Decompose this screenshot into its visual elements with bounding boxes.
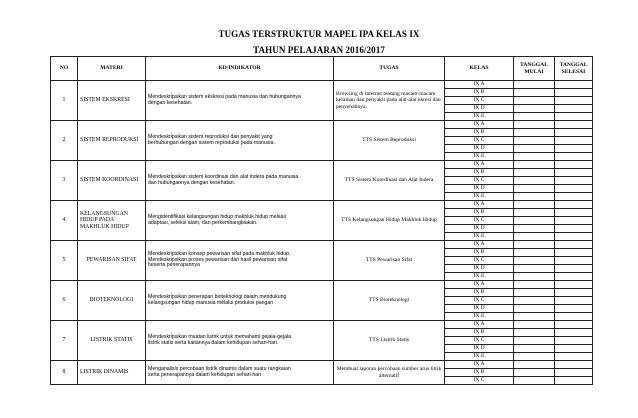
- cell-tanggal-selesai[interactable]: [555, 297, 593, 305]
- cell-tanggal-mulai[interactable]: [514, 153, 555, 161]
- cell-tanggal-mulai[interactable]: [514, 273, 555, 281]
- cell-tanggal-selesai[interactable]: [555, 241, 593, 249]
- cell-tanggal-mulai[interactable]: [514, 217, 555, 225]
- cell-materi: SISTEM KOORDINASI: [78, 161, 146, 201]
- cell-kelas: IX D: [445, 345, 514, 353]
- cell-kelas: IX C: [445, 177, 514, 185]
- cell-kelas: IX B: [445, 329, 514, 337]
- cell-tanggal-mulai[interactable]: [514, 113, 555, 121]
- cell-materi: BIOTEKNOLOGI: [78, 281, 146, 321]
- cell-tanggal-selesai[interactable]: [555, 249, 593, 257]
- cell-tanggal-selesai[interactable]: [555, 177, 593, 185]
- cell-kelas: IX B: [445, 89, 514, 97]
- cell-tugas: Browsing di internet tentang macam-macam kelainan dan penyakit pada alat-alat ekresi dan penyebabnya.: [334, 81, 445, 121]
- indikator-line: Mendeskripsikan muatan listrik untuk memahami gejala-gejala: [148, 333, 292, 340]
- cell-tanggal-selesai[interactable]: [555, 129, 593, 137]
- cell-no: 5: [51, 241, 78, 281]
- cell-tugas: Membuat laporan percobaan sumber arus litrik alternatif: [334, 361, 445, 385]
- cell-tanggal-mulai[interactable]: [514, 313, 555, 321]
- cell-tanggal-selesai[interactable]: [555, 305, 593, 313]
- cell-kelas: IX C: [445, 97, 514, 105]
- cell-tanggal-mulai[interactable]: [514, 233, 555, 241]
- cell-tanggal-selesai[interactable]: [555, 81, 593, 89]
- header-tanggal-mulai: TANGGAL MULAI: [514, 57, 555, 81]
- cell-tanggal-selesai[interactable]: [555, 161, 593, 169]
- cell-indikator: [146, 201, 334, 241]
- cell-kelas: IX D: [445, 305, 514, 313]
- cell-tanggal-mulai[interactable]: [514, 241, 555, 249]
- cell-kelas: IX A: [445, 361, 514, 369]
- cell-tanggal-selesai[interactable]: [555, 145, 593, 153]
- cell-kelas: IX D: [445, 145, 514, 153]
- cell-tugas: TTS Sistem Koordinasi dan Alat Indera: [334, 161, 445, 201]
- cell-tanggal-mulai[interactable]: [514, 297, 555, 305]
- indikator-line: Mendeskripsikan sistem ekskresi pada manusia dan hubungannya: [148, 93, 301, 100]
- cell-kelas: IX B: [445, 289, 514, 297]
- cell-tanggal-mulai[interactable]: [514, 81, 555, 89]
- cell-tanggal-selesai[interactable]: [555, 105, 593, 113]
- cell-kelas: IX D: [445, 185, 514, 193]
- cell-tanggal-selesai[interactable]: [555, 233, 593, 241]
- cell-kelas: IX E: [445, 313, 514, 321]
- cell-kelas: IX D: [445, 265, 514, 273]
- table-row: [51, 281, 593, 289]
- cell-tanggal-selesai[interactable]: [555, 313, 593, 321]
- header-kelas: KELAS: [445, 57, 514, 81]
- cell-no: 3: [51, 161, 78, 201]
- cell-kelas: IX E: [445, 233, 514, 241]
- cell-tanggal-mulai[interactable]: [514, 249, 555, 257]
- cell-kelas: IX E: [445, 273, 514, 281]
- cell-tanggal-selesai[interactable]: [555, 265, 593, 273]
- cell-tanggal-mulai[interactable]: [514, 225, 555, 233]
- cell-tanggal-mulai[interactable]: [514, 289, 555, 297]
- cell-tanggal-selesai[interactable]: [555, 137, 593, 145]
- cell-tanggal-mulai[interactable]: [514, 201, 555, 209]
- cell-tanggal-mulai[interactable]: [514, 281, 555, 289]
- indikator-line: beserta penerapannya: [148, 262, 200, 269]
- cell-tanggal-mulai[interactable]: [514, 97, 555, 105]
- cell-tanggal-mulai[interactable]: [514, 193, 555, 201]
- table-row: [51, 321, 593, 329]
- cell-indikator: [146, 81, 334, 121]
- cell-kelas: IX C: [445, 337, 514, 345]
- cell-tanggal-selesai[interactable]: [555, 361, 593, 369]
- cell-materi: KELANGSUNGAN HIDUP PADA MAKHLUK HIDUP: [78, 201, 146, 241]
- document-title: TUGAS TERSTRUKTUR MAPEL IPA KELAS IX: [218, 29, 420, 39]
- cell-no: 7: [51, 321, 78, 361]
- cell-tanggal-selesai[interactable]: [555, 377, 593, 385]
- cell-kelas: IX A: [445, 161, 514, 169]
- cell-tanggal-selesai[interactable]: [555, 185, 593, 193]
- indikator-line: dan hubungannya dengan kesehatan.: [148, 179, 236, 186]
- cell-tanggal-mulai[interactable]: [514, 169, 555, 177]
- header-no: NO: [51, 57, 78, 81]
- header-materi: MATERI: [78, 57, 146, 81]
- cell-tugas: TTS Bioteknologi: [334, 281, 445, 321]
- cell-tanggal-mulai[interactable]: [514, 137, 555, 145]
- cell-kelas: IX A: [445, 321, 514, 329]
- cell-tanggal-mulai[interactable]: [514, 121, 555, 129]
- cell-kelas: IX D: [445, 105, 514, 113]
- cell-tanggal-mulai[interactable]: [514, 257, 555, 265]
- cell-kelas: IX C: [445, 137, 514, 145]
- cell-tanggal-mulai[interactable]: [514, 369, 555, 377]
- cell-tugas: TTS Pewarisan Sifat: [334, 241, 445, 281]
- cell-tanggal-selesai[interactable]: [555, 329, 593, 337]
- cell-tanggal-selesai[interactable]: [555, 257, 593, 265]
- task-table: [50, 56, 593, 385]
- cell-no: 2: [51, 121, 78, 161]
- cell-kelas: IX E: [445, 113, 514, 121]
- cell-tanggal-mulai[interactable]: [514, 129, 555, 137]
- cell-tanggal-selesai[interactable]: [555, 345, 593, 353]
- indikator-line: Mendeskripsikan konsep pewarisan sifat pada makhluk hidup.: [148, 250, 291, 257]
- cell-kelas: IX A: [445, 241, 514, 249]
- cell-materi: LISTRIK DINAMIS: [78, 361, 146, 385]
- cell-kelas: IX B: [445, 369, 514, 377]
- indikator-line: Menganalisis percobaan listrik dinamis dalam suatu rangkaian: [148, 365, 291, 372]
- cell-tanggal-selesai[interactable]: [555, 169, 593, 177]
- cell-tanggal-selesai[interactable]: [555, 193, 593, 201]
- indikator-line: Mendeskripsikan penerapan bioteknologi dalam mendukung: [148, 293, 287, 300]
- cell-tanggal-mulai[interactable]: [514, 105, 555, 113]
- cell-no: 1: [51, 81, 78, 121]
- cell-tanggal-mulai[interactable]: [514, 161, 555, 169]
- cell-indikator: [146, 161, 334, 201]
- document-subtitle: TAHUN PELAJARAN 2016/2017: [253, 45, 385, 55]
- indikator-line: serta penerapannya dalam kehidupan sehari-hari: [148, 371, 262, 378]
- cell-kelas: IX A: [445, 81, 514, 89]
- cell-indikator: [146, 241, 334, 281]
- cell-indikator: [146, 361, 334, 385]
- indikator-line: Mendeskripsikan proses pewarisan dan hasil pewarisan sifat: [148, 256, 288, 263]
- table-row: [51, 81, 593, 89]
- cell-kelas: IX D: [445, 225, 514, 233]
- cell-tanggal-mulai[interactable]: [514, 305, 555, 313]
- cell-kelas: IX C: [445, 377, 514, 385]
- table-row: [51, 121, 593, 129]
- cell-kelas: IX C: [445, 297, 514, 305]
- cell-tanggal-mulai[interactable]: [514, 377, 555, 385]
- cell-no: 6: [51, 281, 78, 321]
- table-row: [51, 241, 593, 249]
- cell-tanggal-selesai[interactable]: [555, 89, 593, 97]
- cell-tugas: TTS Kelangsungan Hidup Makhluk Hidup: [334, 201, 445, 241]
- cell-kelas: IX A: [445, 281, 514, 289]
- indikator-line: adaptasi, seleksi alam, dan perkembangbiakan.: [148, 219, 258, 226]
- cell-kelas: IX C: [445, 257, 514, 265]
- cell-tanggal-mulai[interactable]: [514, 89, 555, 97]
- cell-tanggal-mulai[interactable]: [514, 337, 555, 345]
- cell-kelas: IX E: [445, 353, 514, 361]
- cell-tanggal-selesai[interactable]: [555, 281, 593, 289]
- cell-tanggal-selesai[interactable]: [555, 353, 593, 361]
- cell-kelas: IX A: [445, 201, 514, 209]
- cell-tanggal-selesai[interactable]: [555, 289, 593, 297]
- cell-tanggal-selesai[interactable]: [555, 153, 593, 161]
- cell-tanggal-mulai[interactable]: [514, 361, 555, 369]
- cell-tanggal-selesai[interactable]: [555, 369, 593, 377]
- cell-tanggal-mulai[interactable]: [514, 185, 555, 193]
- header-tanggal-selesai: TANGGAL SELESAI: [555, 57, 593, 81]
- cell-tanggal-mulai[interactable]: [514, 177, 555, 185]
- cell-tanggal-selesai[interactable]: [555, 201, 593, 209]
- cell-tanggal-mulai[interactable]: [514, 321, 555, 329]
- cell-tanggal-selesai[interactable]: [555, 321, 593, 329]
- cell-no: 8: [51, 361, 78, 385]
- cell-tanggal-selesai[interactable]: [555, 337, 593, 345]
- cell-tanggal-selesai[interactable]: [555, 97, 593, 105]
- cell-tanggal-selesai[interactable]: [555, 121, 593, 129]
- cell-tugas: TTS Sistem Reproduksi: [334, 121, 445, 161]
- cell-indikator: [146, 321, 334, 361]
- cell-tanggal-selesai[interactable]: [555, 113, 593, 121]
- indikator-line: listrik statis serta kaitannya dalam kehidupan sehari-hari.: [148, 339, 279, 346]
- cell-tanggal-selesai[interactable]: [555, 209, 593, 217]
- table-row: [51, 201, 593, 209]
- indikator-line: Mendeskripsikan sistem koordinasi dan alat indera pada manusia: [148, 173, 299, 180]
- cell-materi: SISTEM EKSKRESI: [78, 81, 146, 121]
- table-row: [51, 161, 593, 169]
- cell-indikator: [146, 281, 334, 321]
- cell-materi: LISTRIK STATIS: [78, 321, 146, 361]
- indikator-line: berhubungan dengan sistem reproduksi pada manusia.: [148, 139, 275, 146]
- cell-tanggal-mulai[interactable]: [514, 353, 555, 361]
- cell-no: 4: [51, 201, 78, 241]
- cell-kelas: IX E: [445, 193, 514, 201]
- cell-materi: PEWARISAN SIFAT: [78, 241, 146, 281]
- indikator-line: kelangsungan hidup manusia melalui produksi pangan: [148, 299, 274, 306]
- cell-tanggal-mulai[interactable]: [514, 209, 555, 217]
- indikator-line: Mendeskripsikan sistem reproduksi dan penyakit yang: [148, 133, 273, 140]
- cell-tugas: TTS Listrik Statis: [334, 321, 445, 361]
- cell-indikator: [146, 121, 334, 161]
- table-row: [51, 361, 593, 369]
- cell-tanggal-mulai[interactable]: [514, 329, 555, 337]
- header-row: [51, 57, 593, 81]
- cell-kelas: IX A: [445, 121, 514, 129]
- cell-materi: SISTEM REPRODUKSI: [78, 121, 146, 161]
- indikator-line: dengan kesehatan.: [148, 99, 193, 106]
- cell-tanggal-selesai[interactable]: [555, 273, 593, 281]
- cell-tanggal-mulai[interactable]: [514, 345, 555, 353]
- cell-kelas: IX B: [445, 129, 514, 137]
- cell-tanggal-mulai[interactable]: [514, 145, 555, 153]
- cell-kelas: IX B: [445, 169, 514, 177]
- indikator-line: Mengidentifikasi kelangsungan hidup makhluk hidup melalui: [148, 213, 286, 220]
- cell-kelas: IX E: [445, 153, 514, 161]
- cell-tanggal-selesai[interactable]: [555, 217, 593, 225]
- cell-kelas: IX C: [445, 217, 514, 225]
- cell-tanggal-mulai[interactable]: [514, 265, 555, 273]
- header-tugas: TUGAS: [334, 57, 445, 81]
- header-kd-indikator: KD/INDIKATOR: [146, 57, 334, 81]
- cell-kelas: IX B: [445, 209, 514, 217]
- cell-kelas: IX B: [445, 249, 514, 257]
- cell-tanggal-selesai[interactable]: [555, 225, 593, 233]
